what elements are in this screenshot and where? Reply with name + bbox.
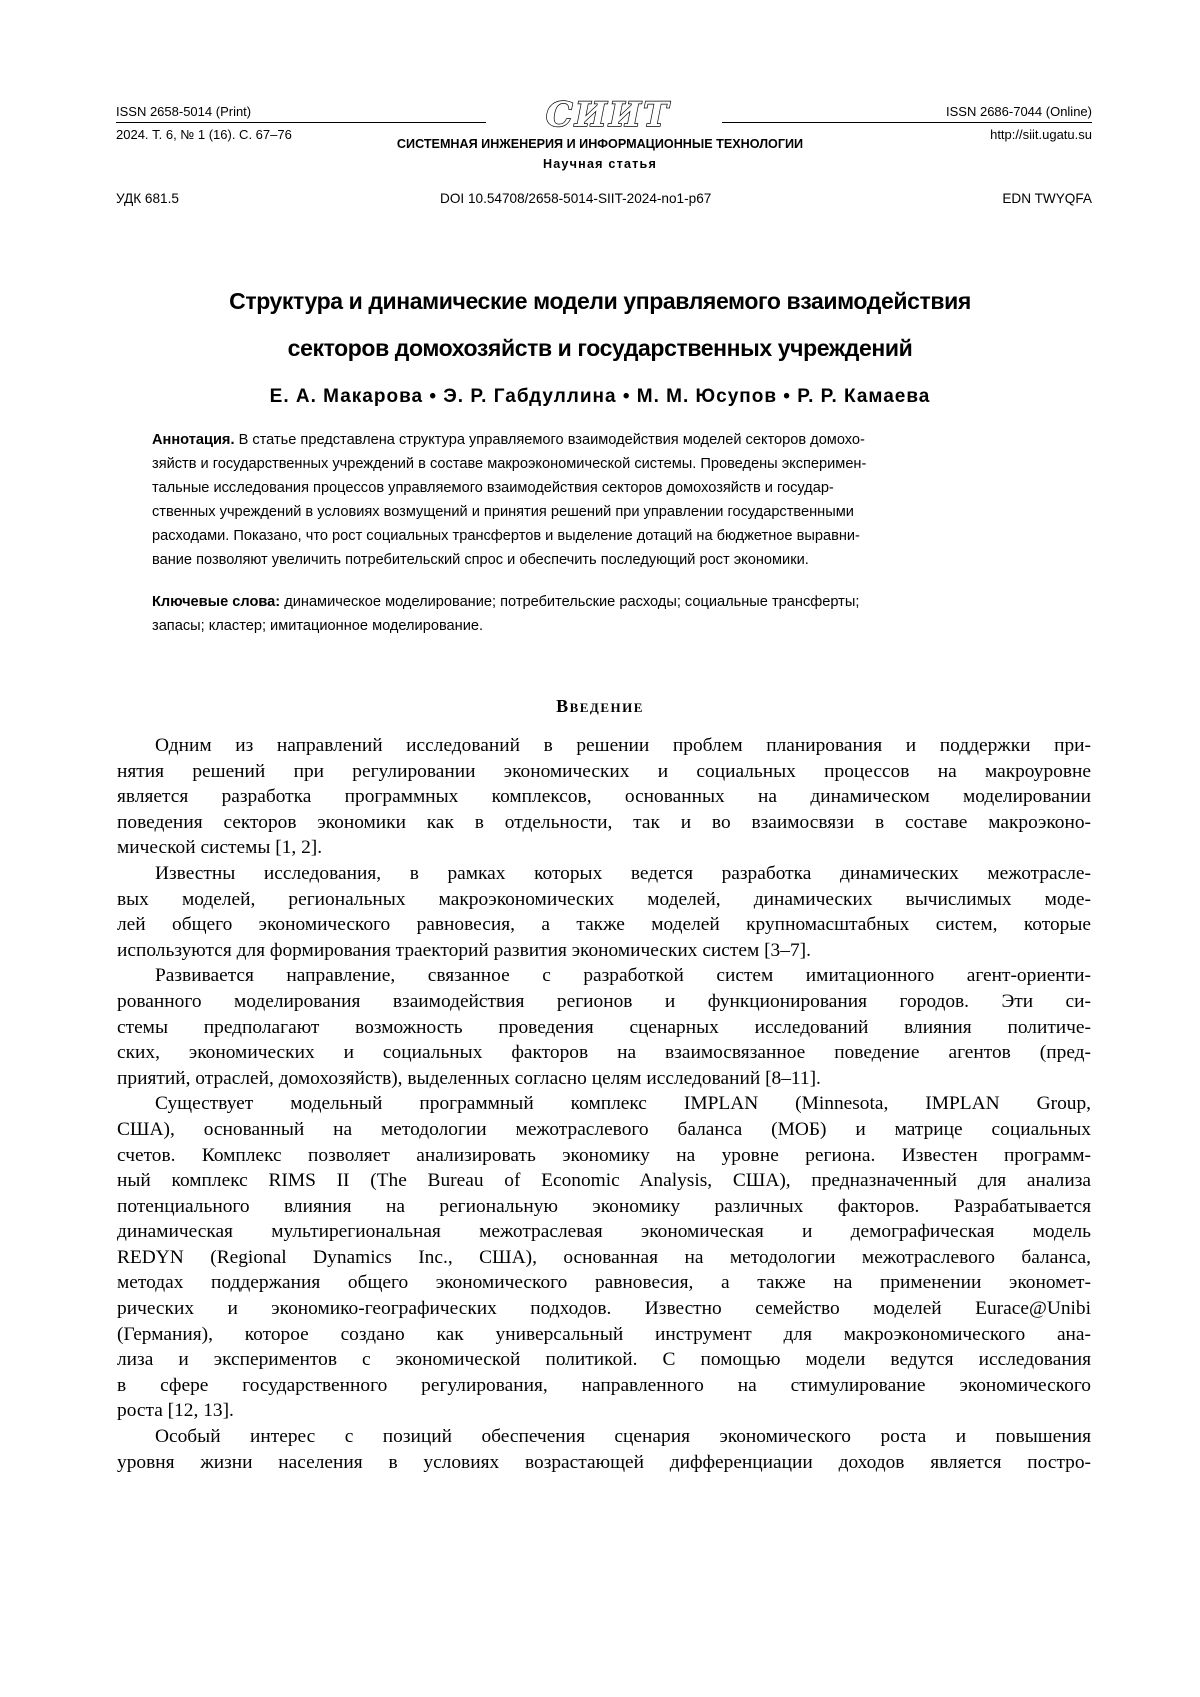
body-line: поведения секторов экономики как в отдельности, так и во взаимосвязи в составе макроэконо-: [117, 810, 1091, 836]
body-line: Особый интерес с позиций обеспечения сценария экономического роста и повышения: [117, 1424, 1091, 1450]
body-text: [117, 733, 1091, 1475]
udk: УДК 681.5: [116, 191, 179, 207]
section-heading: Введение: [300, 695, 900, 717]
body-line: Существует модельный программный комплекс IMPLAN (Minnesota, IMPLAN Group,: [117, 1091, 1091, 1117]
body-line: является разработка программных комплексов, основанных на динамическом моделировании: [117, 784, 1091, 810]
body-line: вых моделей, региональных макроэкономических моделей, динамических вычислимых моде-: [117, 887, 1091, 913]
journal-logo: СИИТ: [518, 96, 698, 134]
abstract-line: тальные исследования процессов управляемого взаимодействия секторов домохозяйств и государ-: [152, 476, 1052, 500]
body-line: Одним из направлений исследований в решении проблем планирования и поддержки при-: [117, 733, 1091, 759]
header-rule-right: [722, 122, 1092, 123]
article-title-line-2: секторов домохозяйств и государственных учреждений: [120, 333, 1080, 363]
body-line: рических и экономико-географических подходов. Известно семейство моделей Eurace@Unibi: [117, 1296, 1091, 1322]
body-line: лиза и экспериментов с экономической политикой. С помощью модели ведутся исследования: [117, 1347, 1091, 1373]
body-line: (Германия), которое создано как универсальный инструмент для макроэкономического ана-: [117, 1322, 1091, 1348]
abstract-line: вание позволяют увеличить потребительский спрос и обеспечить последующий рост экономики.: [152, 548, 1052, 572]
issue-info: 2024. Т. 6, № 1 (16). С. 67–76: [116, 127, 292, 143]
edn: EDN TWYQFA: [1002, 191, 1092, 207]
header-rule-left: [116, 122, 486, 123]
body-line: ских, экономических и социальных факторов на взаимосвязанное поведение агентов (пред-: [117, 1040, 1091, 1066]
abstract-line: расходами. Показано, что рост социальных трансфертов и выделение дотаций на бюджетное выравни-: [152, 524, 1052, 548]
body-line: используются для формирования траекторий развития экономических систем [3–7].: [117, 938, 1091, 964]
body-line: ный комплекс RIMS II (The Bureau of Economic Analysis, США), предназначенный для анализа: [117, 1168, 1091, 1194]
body-line: Развивается направление, связанное с разработкой систем имитационного агент-ориенти-: [117, 963, 1091, 989]
abstract: [152, 428, 1052, 572]
body-line: роста [12, 13].: [117, 1398, 1091, 1424]
body-line: методах поддержания общего экономического равновесия, а также на применении экономет-: [117, 1270, 1091, 1296]
body-line: приятий, отраслей, домохозяйств), выделенных согласно целям исследований [8–11].: [117, 1066, 1091, 1092]
abstract-line: зяйств и государственных учреждений в составе макроэкономической системы. Проведены эксперимен-: [152, 452, 1052, 476]
issn-online: ISSN 2686-7044 (Online): [946, 104, 1092, 120]
body-line: лей общего экономического равновесия, а также моделей крупномасштабных систем, которые: [117, 912, 1091, 938]
body-line: в сфере государственного регулирования, направленного на стимулирование экономического: [117, 1373, 1091, 1399]
abstract-label: Аннотация.: [152, 432, 235, 448]
keywords: [152, 590, 1052, 638]
keywords-label: Ключевые слова:: [152, 594, 280, 610]
body-line: нятия решений при регулировании экономических и социальных процессов на макроуровне: [117, 759, 1091, 785]
body-line: США), основанный на методологии межотраслевого баланса (МОБ) и матрице социальных: [117, 1117, 1091, 1143]
issn-print: ISSN 2658-5014 (Print): [116, 104, 251, 120]
body-line: стемы предполагают возможность проведения сценарных исследований влияния политиче-: [117, 1015, 1091, 1041]
article-title-line-1: Структура и динамические модели управляемого взаимодействия: [120, 286, 1080, 316]
body-line: динамическая мультирегиональная межотраслевая экономическая и демографическая модель: [117, 1219, 1091, 1245]
keywords-line: запасы; кластер; имитационное моделирование.: [152, 614, 1052, 638]
body-line: мической системы [1, 2].: [117, 835, 1091, 861]
keywords-line: Ключевые слова: динамическое моделирование; потребительские расходы; социальные трансферты;: [152, 590, 1052, 614]
body-line: REDYN (Regional Dynamics Inc., США), основанная на методологии межотраслевого баланса,: [117, 1245, 1091, 1271]
journal-url[interactable]: http://siit.ugatu.su: [990, 127, 1092, 143]
body-line: рованного моделирования взаимодействия регионов и функционирования городов. Эти си-: [117, 989, 1091, 1015]
doi: DOI 10.54708/2658-5014-SIIT-2024-no1-p67: [440, 191, 711, 207]
journal-name: СИСТЕМНАЯ ИНЖЕНЕРИЯ И ИНФОРМАЦИОННЫЕ ТЕХНОЛОГИИ: [300, 136, 900, 152]
journal-page: [0, 0, 1200, 1697]
body-line: Известны исследования, в рамках которых ведется разработка динамических межотрасле-: [117, 861, 1091, 887]
authors: Е. А. Макарова • Э. Р. Габдуллина • М. М. Юсупов • Р. Р. Камаева: [120, 385, 1080, 409]
body-line: уровня жизни населения в условиях возрастающей дифференциации доходов является постро-: [117, 1450, 1091, 1476]
body-line: потенциального влияния на региональную экономику различных факторов. Разрабатывается: [117, 1194, 1091, 1220]
abstract-line: ственных учреждений в условиях возмущений и принятия решений при управлении государственными: [152, 500, 1052, 524]
article-type: Научная статья: [300, 156, 900, 172]
abstract-line: Аннотация. В статье представлена структура управляемого взаимодействия моделей секторов домохо-: [152, 428, 1052, 452]
body-line: счетов. Комплекс позволяет анализировать экономику на уровне региона. Известен программ-: [117, 1143, 1091, 1169]
